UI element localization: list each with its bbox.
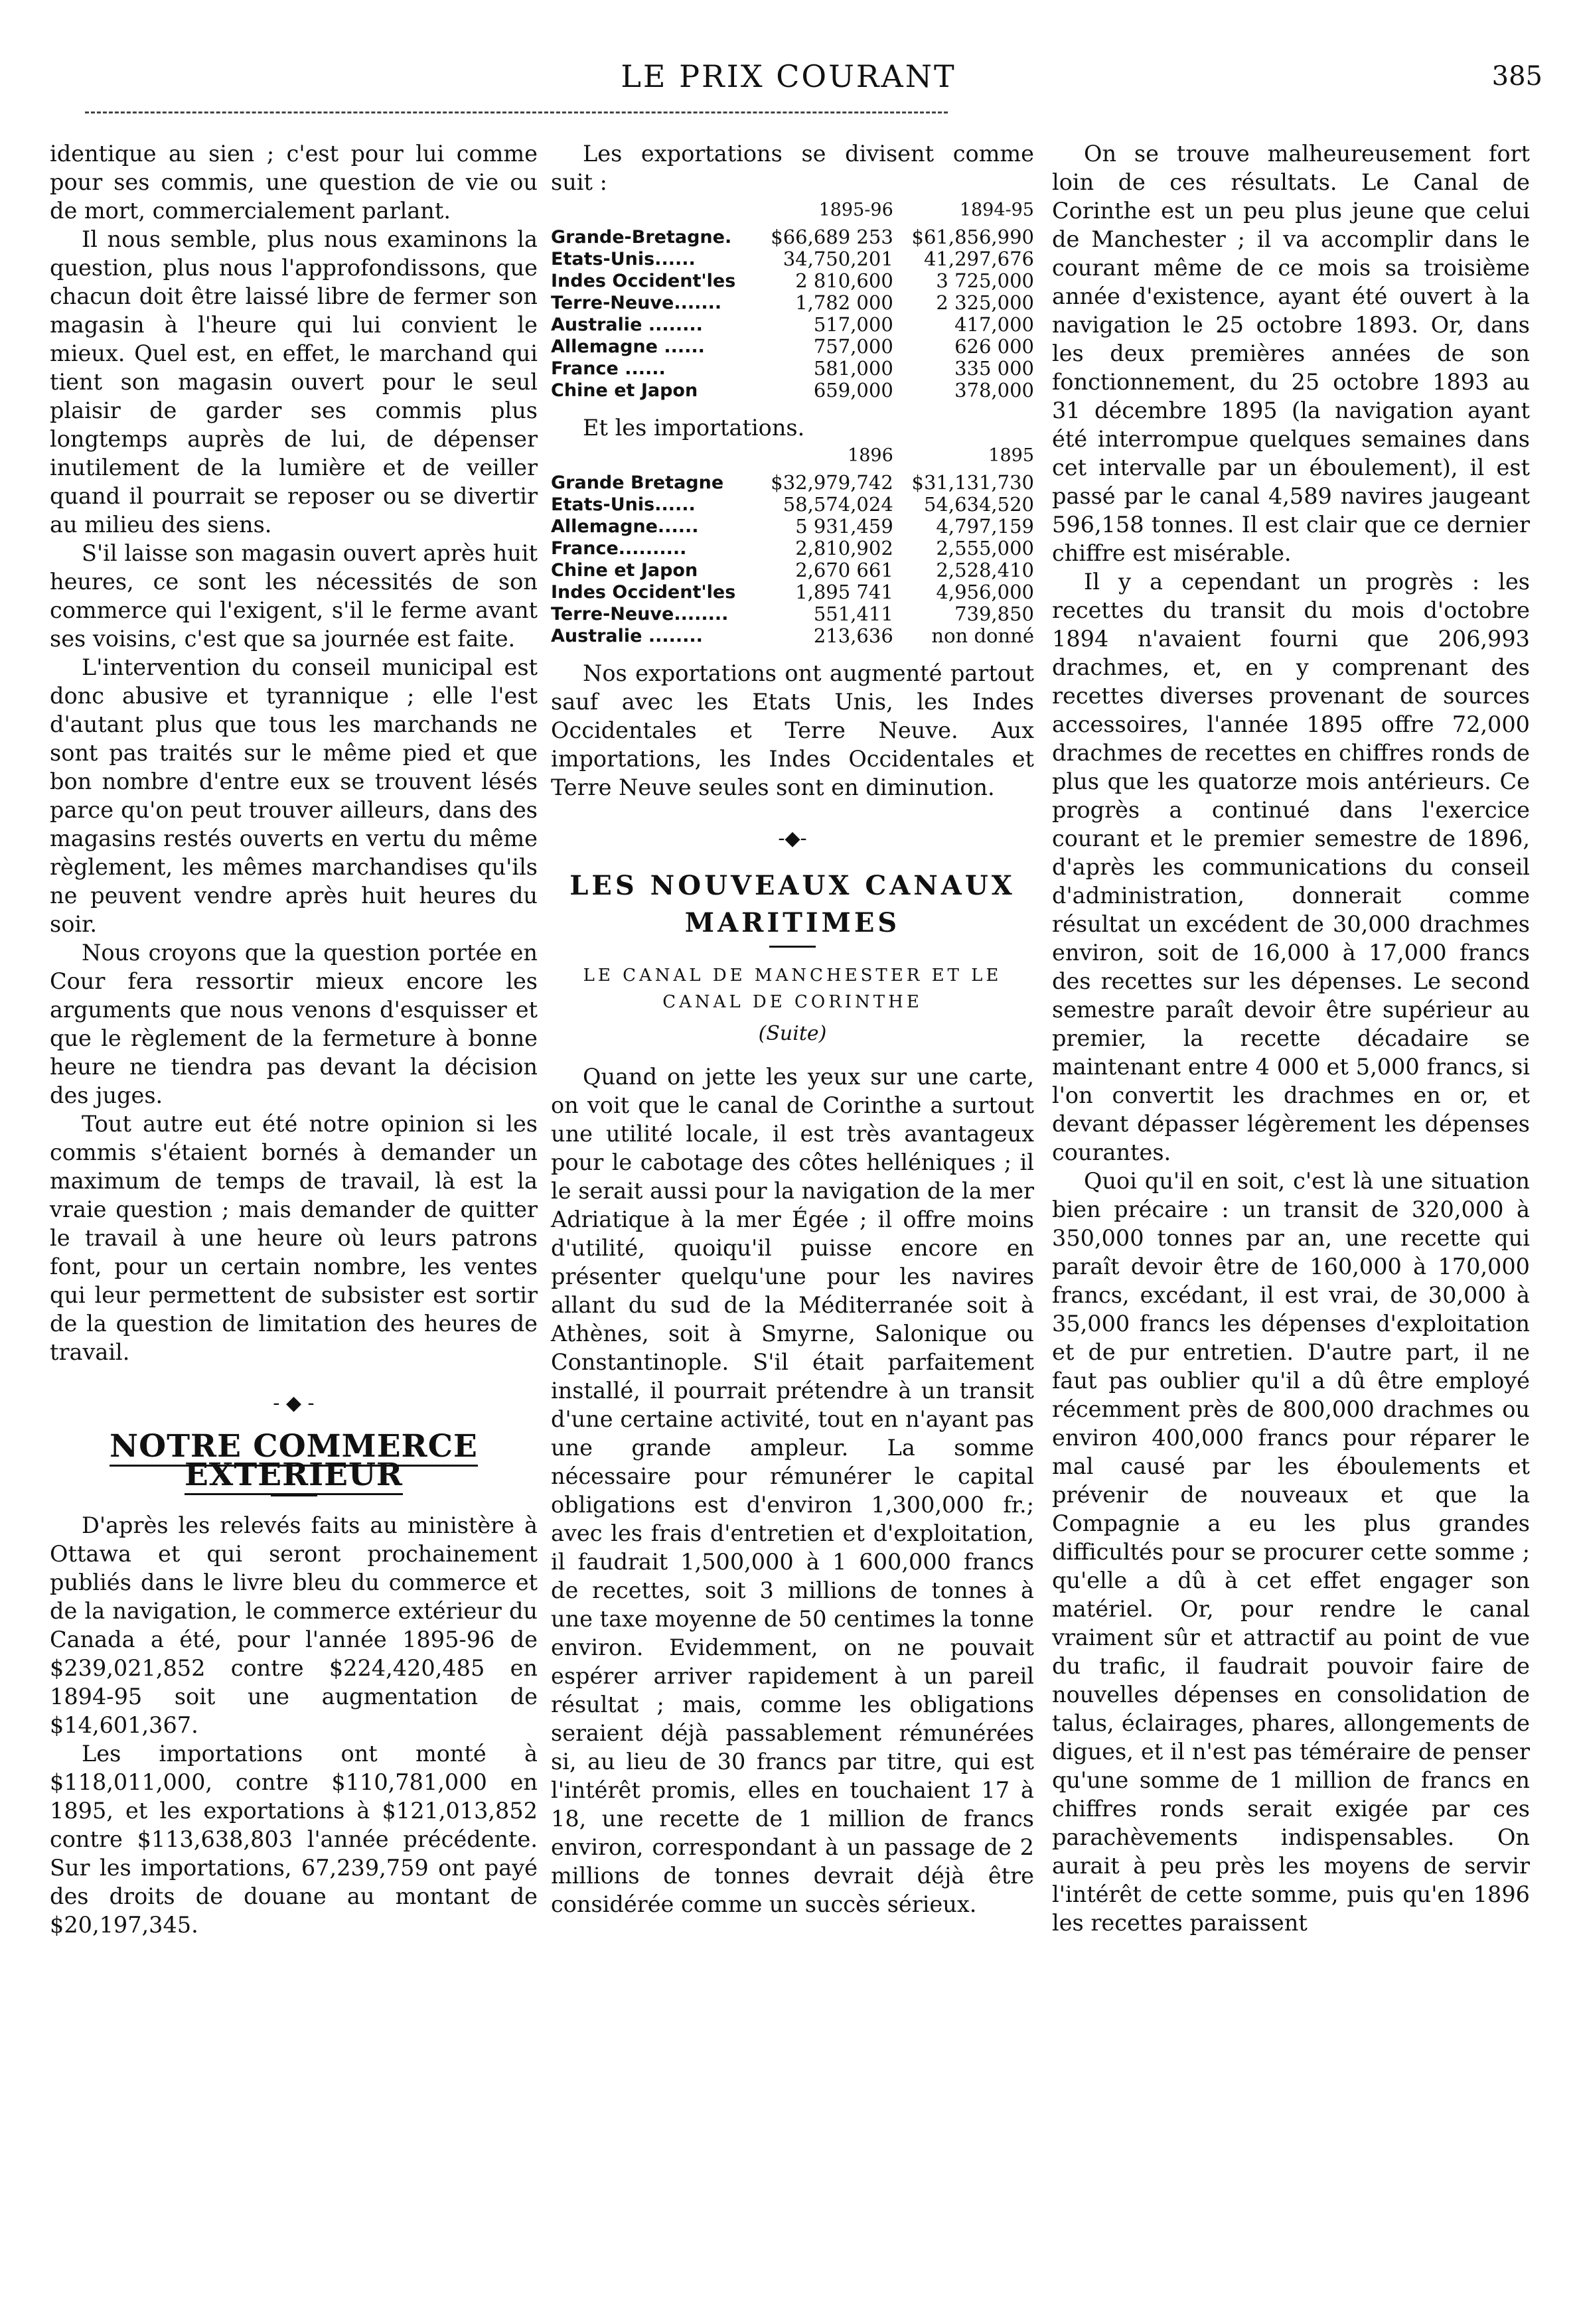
table-row (551, 494, 1034, 516)
table-cell: Chine et Japon (551, 380, 698, 401)
table-cell: 5 931,459 (795, 515, 893, 538)
table-cell: France.......... (551, 538, 687, 559)
table-row (551, 226, 1034, 248)
table-cell: Australie ........ (551, 315, 703, 335)
table-cell: France ...... (551, 358, 666, 379)
table-row (551, 248, 1034, 270)
table-cell: 2,670 661 (795, 559, 893, 581)
table-cell: 2 810,600 (795, 269, 893, 292)
table-cell: 3 725,000 (936, 269, 1034, 292)
table-cell: 41,297,676 (923, 248, 1034, 270)
heading-rule (769, 946, 816, 948)
article-heading-text: NOTRE COMMERCE EXTERIEUR (110, 1428, 478, 1495)
table-header-cell: 1894-95 (959, 200, 1034, 220)
table-row (551, 603, 1034, 625)
paragraph: Il y a cependant un progrès : les recettes du transit du mois d'octobre 1894 n'avaient fourni que 206,993 drachmes, et, en y comprenant des recettes diverses provenant de sources accessoires, l'année 1895 offre 72,000 drachmes de recettes en chiffres ronds de plus que les quatorze mois antérieurs. Ce progrès a continué dans l'exercice courant et le premier semestre de 1896, d'après les communications du conseil d'administration, donnerait comme résultat un excédent de 30,000 drachmes environ, soit de 16,000 à 17,000 francs des recettes sur les dépenses. Le second semestre paraît devoir être supérieur au premier, la recette décadaire se maintenant entre 4 000 et 5,000 francs, si l'on convertit les drachmes en or, et devant dépasser légèrement les dépenses courantes. (1052, 569, 1530, 1165)
table-cell: $32,979,742 (771, 471, 893, 494)
table-cell: 213,636 (813, 624, 893, 647)
table-header-row (551, 199, 1034, 226)
article-heading (50, 1428, 538, 1493)
table-cell: 58,574,024 (783, 493, 893, 516)
section-separator: - ◆ - (273, 1392, 315, 1415)
table-row (551, 292, 1034, 314)
article-subheading: LE CANAL DE MANCHESTER ET LE CANAL DE CORINTHE (583, 966, 1002, 1012)
paragraph: On se trouve malheureusement fort loin de ces résultats. Le Canal de Corinthe est un peu plus jeune que celui de Manchester ; il va accomplir dans le courant même de ce mois sa troisième année d'existence, ayant été ouvert à la navigation le 25 octobre 1893. Or, dans les deux premières années de son fonctionnement, du 25 octobre 1893 au 31 décembre 1895 (la navigation ayant été interrompue quelques semaines dans cet intervalle par un éboulement), il est passé par le canal 4,589 navires jaugeant 596,158 tonnes. Il est clair que ce dernier chiffre est misérable. (1052, 141, 1530, 566)
paragraph: Nous croyons que la question portée en Cour fera ressortir mieux encore les arguments que nous venons d'esquisser et que le règlement de la fermeture à bonne heure ne tiendra pas devant la décision des juges. (50, 940, 538, 1108)
table-cell: Indes Occident'les (551, 582, 736, 603)
table-cell: 626 000 (954, 335, 1034, 358)
table-cell: Indes Occident'les (551, 271, 736, 291)
table-cell: 757,000 (813, 335, 893, 358)
table-header-cell: 1895-96 (818, 200, 893, 220)
table-cell: 581,000 (813, 357, 893, 380)
table-cell: 34,750,201 (783, 248, 893, 270)
table-cell: non donné (931, 624, 1034, 647)
table-cell: 551,411 (813, 603, 893, 625)
table-cell: $61,856,990 (911, 226, 1034, 248)
column-1 (50, 139, 538, 1939)
table-cell: 2,810,902 (795, 537, 893, 559)
table-cell: 739,850 (954, 603, 1034, 625)
table-cell: 2 325,000 (936, 291, 1034, 314)
paragraph: identique au sien ; c'est pour lui comme pour ses commis, une question de vie ou de mort, commercialement parlant. (50, 141, 538, 224)
section-separator: -◆- (778, 827, 807, 850)
paragraph: Quand on jette les yeux sur une carte, on voit que le canal de Corinthe a surtout une utilité locale, il est très avantageux pour le cabotage des côtes helléniques ; il le serait aussi pour la navigation de la mer Adriatique à la mer Égée ; il offre moins d'utilité, quoiqu'il puisse encore en présenter quelqu'une pour les navires allant du sud de la Méditerranée soit à Athènes, soit à Smyrne, Salonique ou Constantinople. S'il était parfaitement installé, il pourrait prétendre à un transit d'une certaine activité, tout en n'ayant pas une grande ampleur. La somme nécessaire pour rémunérer le capital obligations est d'environ 1,300,000 fr.; avec les frais d'entretien et d'exploitation, il faudrait 1,500,000 à 1 600,000 francs de recettes, soit 3 millions de tonnes à une taxe moyenne de 50 centimes la tonne environ. Evidemment, on ne pouvait espérer arriver rapidement à un pareil résultat ; mais, comme les obligations seraient déjà passablement rémunérées si, au lieu de 30 francs par titre, qui est l'intérêt promis, elles en touchaient 17 à 18, une recette de 1 million de francs environ, correspondant à un passage de 2 millions de tonnes devrait déjà être considérée comme un succès sérieux. (551, 1064, 1034, 1917)
paragraph: Il nous semble, plus nous examinons la question, plus nous l'approfondissons, que chacun doit être laissé libre de fermer son magasin à l'heure qui lui convient le mieux. Quel est, en effet, le marchand qui tient son magasin ouvert pour le seul plaisir de garder ses commis plus longtemps auprès de lui, de dépenser inutilement de la lumière et de veiller quand il pourrait se reposer ou se divertir au milieu des siens. (50, 226, 538, 538)
table-cell: Australie ........ (551, 626, 703, 646)
paragraph: Les exportations se divisent comme suit : (551, 141, 1034, 195)
page-number: 385 (1491, 61, 1542, 92)
table-cell: $66,689 253 (771, 226, 893, 248)
page-header-title: LE PRIX COURANT (621, 58, 956, 94)
table-cell: 1,782 000 (795, 291, 893, 314)
table-cell: Etats-Unis...... (551, 494, 696, 515)
continuation-label: (Suite) (758, 1022, 827, 1045)
table-row (551, 472, 1034, 494)
table-cell: Allemagne...... (551, 516, 699, 537)
table-cell: 2,528,410 (936, 559, 1034, 581)
table-row (551, 336, 1034, 358)
table-header-cell: 1895 (988, 445, 1034, 466)
table-cell: 1,895 741 (795, 581, 893, 603)
paragraph: D'après les relevés faits au ministère à Ottawa et qui seront prochainement publiés dans le livre bleu du commerce et de la navigation, le commerce extérieur du Canada a été, pour l'année 1895-96 de $239,021,852 contre $224,420,485 en 1894-95 soit une augmentation de $14,601,367. (50, 1512, 538, 1738)
table-cell: 417,000 (954, 313, 1034, 336)
table-row (551, 538, 1034, 559)
header-rule (85, 111, 948, 113)
table-cell: 335 000 (954, 357, 1034, 380)
paragraph: L'intervention du conseil municipal est donc abusive et tyrannique ; elle l'est d'autant plus que tous les marchands ne sont pas traités sur le même pied et que bon nombre d'entre eux se trouvent lésés parce qu'on peut trouver ailleurs, dans des magasins restés ouverts en vertu du même règlement, les mêmes marchandises qu'ils ne peuvent vendre après huit heures du soir. (50, 654, 538, 937)
table-cell: 4,956,000 (936, 581, 1034, 603)
table-row (551, 358, 1034, 380)
imports-table (551, 445, 1034, 647)
column-2 (551, 139, 1034, 1919)
table-cell: $31,131,730 (911, 471, 1034, 494)
table-cell: Terre-Neuve........ (551, 604, 729, 624)
article-heading (551, 867, 1034, 942)
table-cell: 54,634,520 (923, 493, 1034, 516)
table-cell: 659,000 (813, 379, 893, 401)
paragraph: S'il laisse son magasin ouvert après huit heures, ce sont les nécessités de son commerce qui l'exigent, s'il le ferme avant ses voisins, c'est que sa journée est faite. (50, 540, 538, 652)
paragraph: Tout autre eut été notre opinion si les commis s'étaient bornés à demander un maximum de temps de travail, là est la vraie question ; mais demander de quitter le travail à une heure où leurs patrons font, pour un certain nombre, les ventes qui leur permettent de subsister est sortir de la question de limitation des heures de travail. (50, 1111, 538, 1365)
table-cell: Chine et Japon (551, 560, 698, 581)
table-cell: Allemagne ...... (551, 336, 705, 357)
table-row (551, 314, 1034, 336)
exports-table (551, 199, 1034, 401)
table-row (551, 625, 1034, 647)
table-cell: 517,000 (813, 313, 893, 336)
table-header-row (551, 445, 1034, 472)
article-heading-line: MARITIMES (684, 907, 901, 938)
table-cell: Grande Bretagne (551, 472, 724, 493)
column-3 (1052, 139, 1530, 1937)
table-cell: 378,000 (954, 379, 1034, 401)
paragraph: Et les importations. (583, 415, 805, 441)
table-header-cell: 1896 (848, 445, 893, 466)
table-cell: Terre-Neuve....... (551, 293, 722, 313)
paragraph: Les importations ont monté à $118,011,000, contre $110,781,000 en 1895, et les exportations à $121,013,852 contre $113,638,803 l'année précédente. Sur les importations, 67,239,759 ont payé des droits de douane au montant de $20,197,345. (50, 1741, 538, 1938)
table-row (551, 559, 1034, 581)
table-cell: Etats-Unis...... (551, 249, 696, 269)
table-cell: Grande-Bretagne. (551, 227, 732, 248)
article-heading-line: LES NOUVEAUX CANAUX (569, 870, 1015, 901)
table-row (551, 380, 1034, 401)
table-cell: 4,797,159 (936, 515, 1034, 538)
table-cell: 2,555,000 (936, 537, 1034, 559)
table-row (551, 270, 1034, 292)
paragraph: Quoi qu'il en soit, c'est là une situation bien précaire : un transit de 320,000 à 350,000 tonnes par an, une recette qui paraît devoir être de 160,000 à 170,000 francs, excédant, il est vrai, de 30,000 à 35,000 francs les dépenses d'exploitation et de pur entretien. D'autre part, il ne faut pas oublier qu'il a dû être employé récemment près de 800,000 drachmes ou environ 400,000 francs pour réparer le mal causé par les éboulements et prévenir de nouveaux et que la Compagnie a eu les plus grandes difficultés pour se procurer cette somme ; qu'elle a dû à cet effet engager son matériel. Or, pour rendre le canal vraiment sûr et attractif au point de vue du trafic, il faudrait pouvoir faire de nouvelles dépenses en consolidation de talus, éclairages, phares, allongements de digues, et il n'est pas téméraire de penser qu'une somme de 1 million de francs en chiffres ronds serait exigée par ces parachèvements indispensables. On aurait à peu près les moyens de servir l'intérêt de cette somme, puis qu'en 1896 les recettes paraissent (1052, 1168, 1530, 1936)
paragraph: Nos exportations ont augmenté partout sauf avec les Etats Unis, les Indes Occidentales et Terre Neuve. Aux importations, les Indes Occidentales et Terre Neuve seules sont en diminution. (551, 660, 1034, 800)
table-row (551, 581, 1034, 603)
table-row (551, 516, 1034, 538)
